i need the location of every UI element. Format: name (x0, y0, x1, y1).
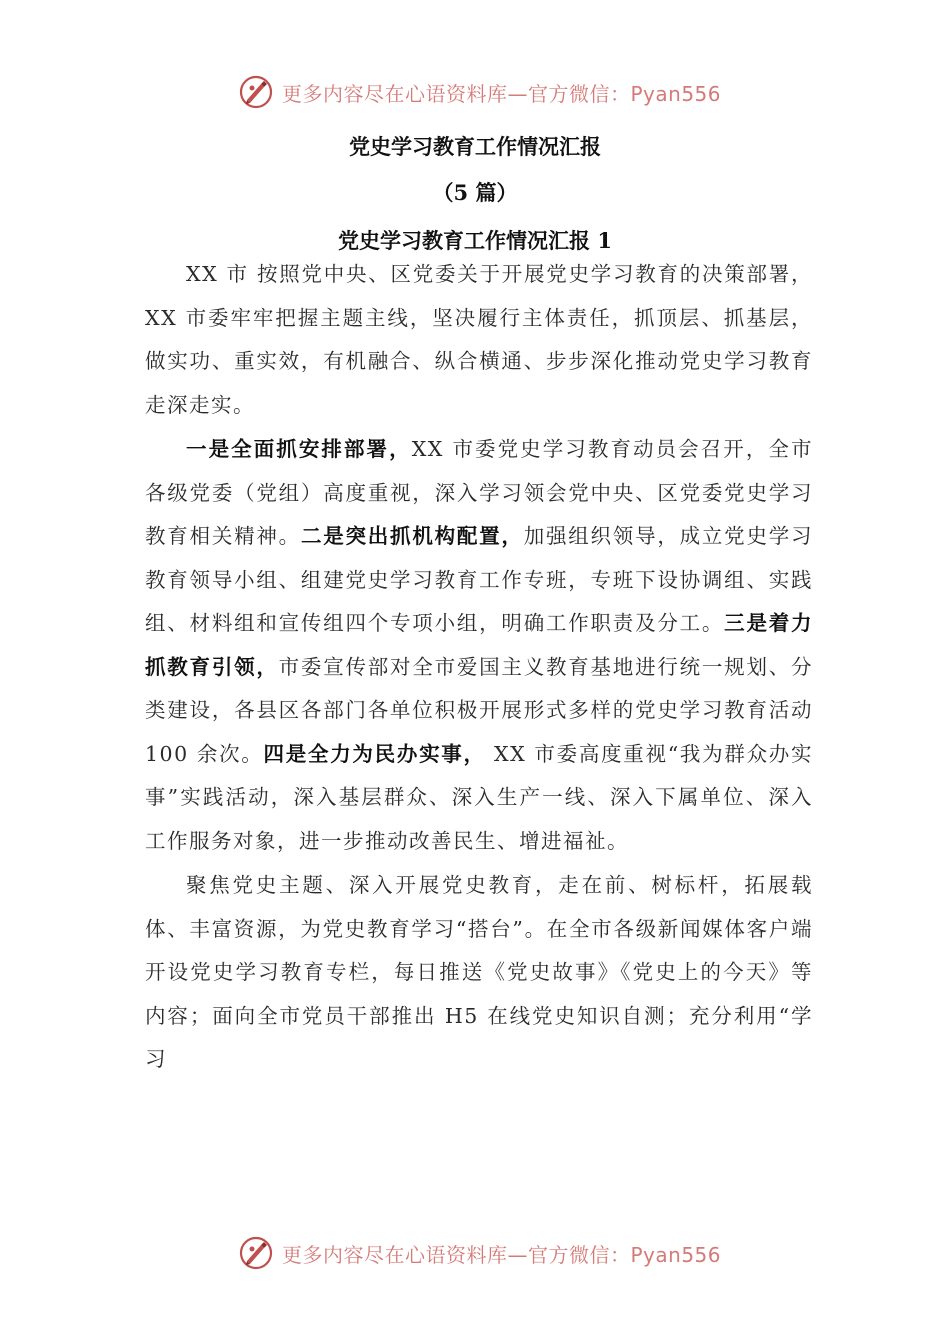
section-title: 党史学习教育工作情况汇报 1 (338, 228, 612, 253)
measure-1-text: XX 市委党史学习教育动员会召开，全市各级党委（党组）高度重视，深入学习领会党中央、区党委党史学习教育相关精神。 (145, 437, 813, 548)
paragraph-measures (145, 428, 813, 863)
document-count-label: （5 篇） (432, 180, 518, 205)
banner-text: 更多内容尽在心语资料库—官方微信：Pyan556 (282, 1242, 722, 1267)
measure-3-text: 市委宣传部对全市爱国主义教育基地进行统一规划、分类建设，各县区各部门各单位积极开展形式多样的党史学习教育活动 100 余次。 (145, 654, 813, 766)
footer-watermark-banner (238, 1233, 758, 1273)
measure-1-heading: 一是全面抓安排部署， (186, 437, 412, 461)
header-watermark-banner (238, 72, 758, 112)
measure-3-heading: 三是着力抓教育引领， (145, 611, 813, 679)
measure-2-heading: 二是突出抓机构配置， (300, 524, 524, 548)
pen-seal-icon (238, 1235, 274, 1271)
measure-4-text: XX 市委高度重视“我为群众办实事”实践活动，深入基层群众、深入生产一线、深入下属单位、深入工作服务对象，进一步推动改善民生、增进福祉。 (145, 741, 814, 853)
banner-text: 更多内容尽在心语资料库—官方微信：Pyan556 (282, 81, 722, 106)
paragraph-focus: 聚焦党史主题、深入开展党史教育，走在前、树标杆，拓展载体、丰富资源，为党史教育学习“搭台”。在全市各级新闻媒体客户端开设党史学习教育专栏，每日推送《党史故事》《党史上的今天》等内容；面向全市党员干部推出 H5 在线党史知识自测；充分利用“学习 (145, 873, 813, 1071)
paragraph-intro: XX 市 按照党中央、区党委关于开展党史学习教育的决策部署，XX 市委牢牢把握主题主线，坚决履行主体责任，抓顶层、抓基层，做实功、重实效，有机融合、纵合横通、步步深化推动党史学习教育走深走实。 (145, 262, 813, 417)
pen-seal-icon (238, 74, 274, 110)
measure-4-heading: 四是全力为民办实事， (263, 741, 486, 766)
document-title: 党史学习教育工作情况汇报 (349, 134, 601, 159)
measure-2-text: 加强组织领导，成立党史学习教育领导小组、组建党史学习教育工作专班，专班下设协调组、实践组、材料组和宣传组四个专项小组，明确工作职责及分工。 (145, 524, 814, 635)
